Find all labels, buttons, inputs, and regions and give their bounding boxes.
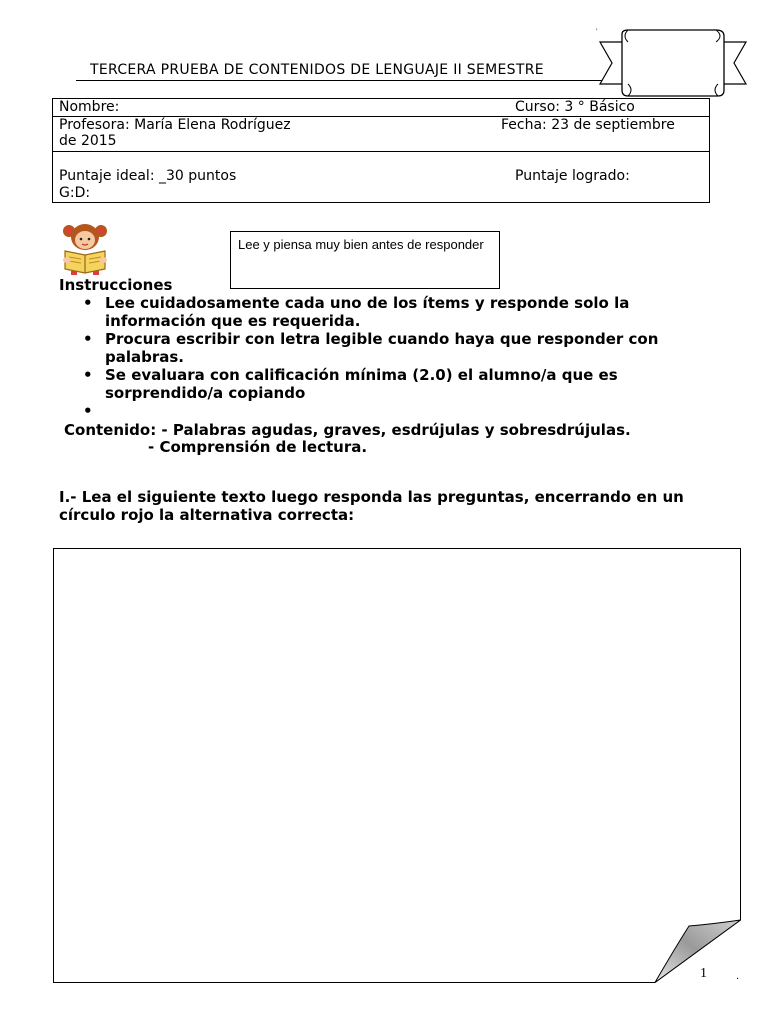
kid-reading-book-icon xyxy=(57,221,113,275)
curso-label: Curso: 3 ° Básico xyxy=(515,99,635,115)
scroll-banner-icon xyxy=(598,28,748,100)
reading-text-box xyxy=(53,548,741,983)
fecha-continuation: de 2015 xyxy=(59,133,117,149)
profesora-label: Profesora: María Elena Rodríguez xyxy=(59,117,291,133)
section-1-instructions: I.- Lea el siguiente texto luego responda las preguntas, encerrando en un círculo rojo la alternativa correcta: xyxy=(59,488,684,524)
fecha-label: Fecha: 23 de septiembre xyxy=(501,117,675,133)
puntaje-logrado-label: Puntaje logrado: xyxy=(515,168,630,184)
page-number: 1 xyxy=(700,966,707,981)
instruction-item: • Se evaluara con calificación mínima (2.0) el alumno/a que es sorprendido/a copiando xyxy=(80,366,700,402)
instruction-item-empty xyxy=(80,402,700,420)
instruction-item: • Procura escribir con letra legible cuando haya que responder con palabras. xyxy=(80,330,700,366)
corner-tick: ' xyxy=(596,28,598,35)
puntaje-ideal-label: Puntaje ideal: _30 puntos xyxy=(59,168,237,184)
instructions-title: Instrucciones xyxy=(59,276,173,294)
title-underline xyxy=(76,80,618,81)
instruction-item: • Lee cuidadosamente cada uno de los ítems y responde solo la información que es requerida. xyxy=(80,294,700,330)
gd-label: G:D: xyxy=(59,185,91,201)
row-divider xyxy=(53,151,709,152)
instructions-list xyxy=(80,294,700,420)
notice-box: Lee y piensa muy bien antes de responder xyxy=(230,231,500,289)
nombre-label: Nombre: xyxy=(59,99,120,115)
student-info-table xyxy=(52,98,710,203)
contenido-line-1: Contenido: - Palabras agudas, graves, esdrújulas y sobresdrújulas. xyxy=(64,421,631,439)
contenido-line-2: - Comprensión de lectura. xyxy=(148,438,368,456)
document-title: TERCERA PRUEBA DE CONTENIDOS DE LENGUAJE II SEMESTRE xyxy=(90,62,544,78)
footer-dot: . xyxy=(736,971,740,982)
